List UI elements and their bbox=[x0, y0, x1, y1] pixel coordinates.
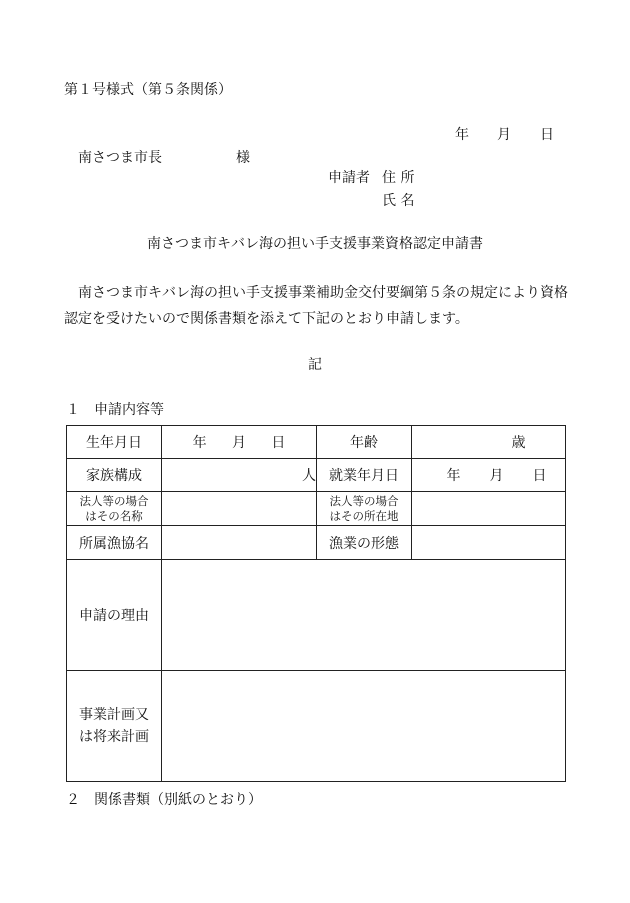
table-row bbox=[67, 459, 566, 492]
family-unit: 人 bbox=[302, 468, 316, 484]
union-field[interactable] bbox=[162, 526, 317, 560]
table-row bbox=[67, 526, 566, 560]
employment-day: 日 bbox=[532, 468, 547, 484]
table-row bbox=[67, 492, 566, 526]
fishery-type-field[interactable] bbox=[412, 526, 566, 560]
employment-month: 月 bbox=[489, 468, 504, 484]
employment-date-label: 就業年月日 bbox=[317, 459, 412, 492]
application-table bbox=[66, 425, 566, 782]
section2-heading: ２ 関係書類（別紙のとおり） bbox=[66, 792, 262, 808]
birthdate-label: 生年月日 bbox=[67, 426, 162, 459]
age-field[interactable] bbox=[412, 426, 566, 459]
family-field[interactable] bbox=[162, 459, 317, 492]
addressee: 南さつま市長 bbox=[78, 150, 162, 166]
address-label: 住 所 bbox=[382, 170, 415, 186]
plan-label-line1: 事業計画又 bbox=[79, 707, 149, 723]
reason-label: 申請の理由 bbox=[67, 560, 162, 671]
age-unit: 歳 bbox=[511, 435, 526, 451]
corp-name-label-line1: 法人等の場合 bbox=[79, 493, 149, 508]
plan-label bbox=[67, 671, 162, 782]
corp-name-field[interactable] bbox=[162, 492, 317, 526]
date-month: 月 bbox=[497, 127, 511, 143]
birthdate-year: 年 bbox=[192, 435, 207, 451]
honorific: 様 bbox=[236, 150, 250, 166]
plan-field[interactable] bbox=[162, 671, 566, 782]
employment-year: 年 bbox=[446, 468, 461, 484]
union-label: 所属漁協名 bbox=[67, 526, 162, 560]
date-year: 年 bbox=[455, 127, 469, 143]
corp-location-label-line1: 法人等の場合 bbox=[329, 493, 399, 508]
ki-marker: 記 bbox=[308, 357, 322, 373]
applicant-label: 申請者 bbox=[328, 170, 370, 186]
plan-label-line2: は将来計画 bbox=[79, 729, 149, 745]
corp-location-field[interactable] bbox=[412, 492, 566, 526]
table-row bbox=[67, 560, 566, 671]
name-label: 氏 名 bbox=[382, 193, 415, 209]
date-day: 日 bbox=[540, 127, 554, 143]
body-text: 南さつま市キバレ海の担い手支援事業補助金交付要綱第５条の規定により資格認定を受けたいので関係書類を添えて下記のとおり申請します。 bbox=[64, 285, 568, 327]
reason-field[interactable] bbox=[162, 560, 566, 671]
birthdate-day: 日 bbox=[271, 435, 286, 451]
table-row bbox=[67, 671, 566, 782]
corp-location-label-line2: はその所在地 bbox=[329, 508, 399, 523]
birthdate-field[interactable] bbox=[162, 426, 317, 459]
birthdate-month: 月 bbox=[231, 435, 246, 451]
document-title: 南さつま市キバレ海の担い手支援事業資格認定申請書 bbox=[147, 236, 483, 252]
corp-location-label bbox=[317, 492, 412, 526]
corp-name-label bbox=[67, 492, 162, 526]
employment-date-field[interactable] bbox=[412, 459, 566, 492]
form-number: 第１号様式（第５条関係） bbox=[64, 82, 232, 98]
fishery-type-label: 漁業の形態 bbox=[317, 526, 412, 560]
corp-name-label-line2: はその名称 bbox=[85, 508, 143, 523]
section1-heading: １ 申請内容等 bbox=[66, 402, 164, 418]
age-label: 年齢 bbox=[317, 426, 412, 459]
table-row bbox=[67, 426, 566, 459]
family-label: 家族構成 bbox=[67, 459, 162, 492]
